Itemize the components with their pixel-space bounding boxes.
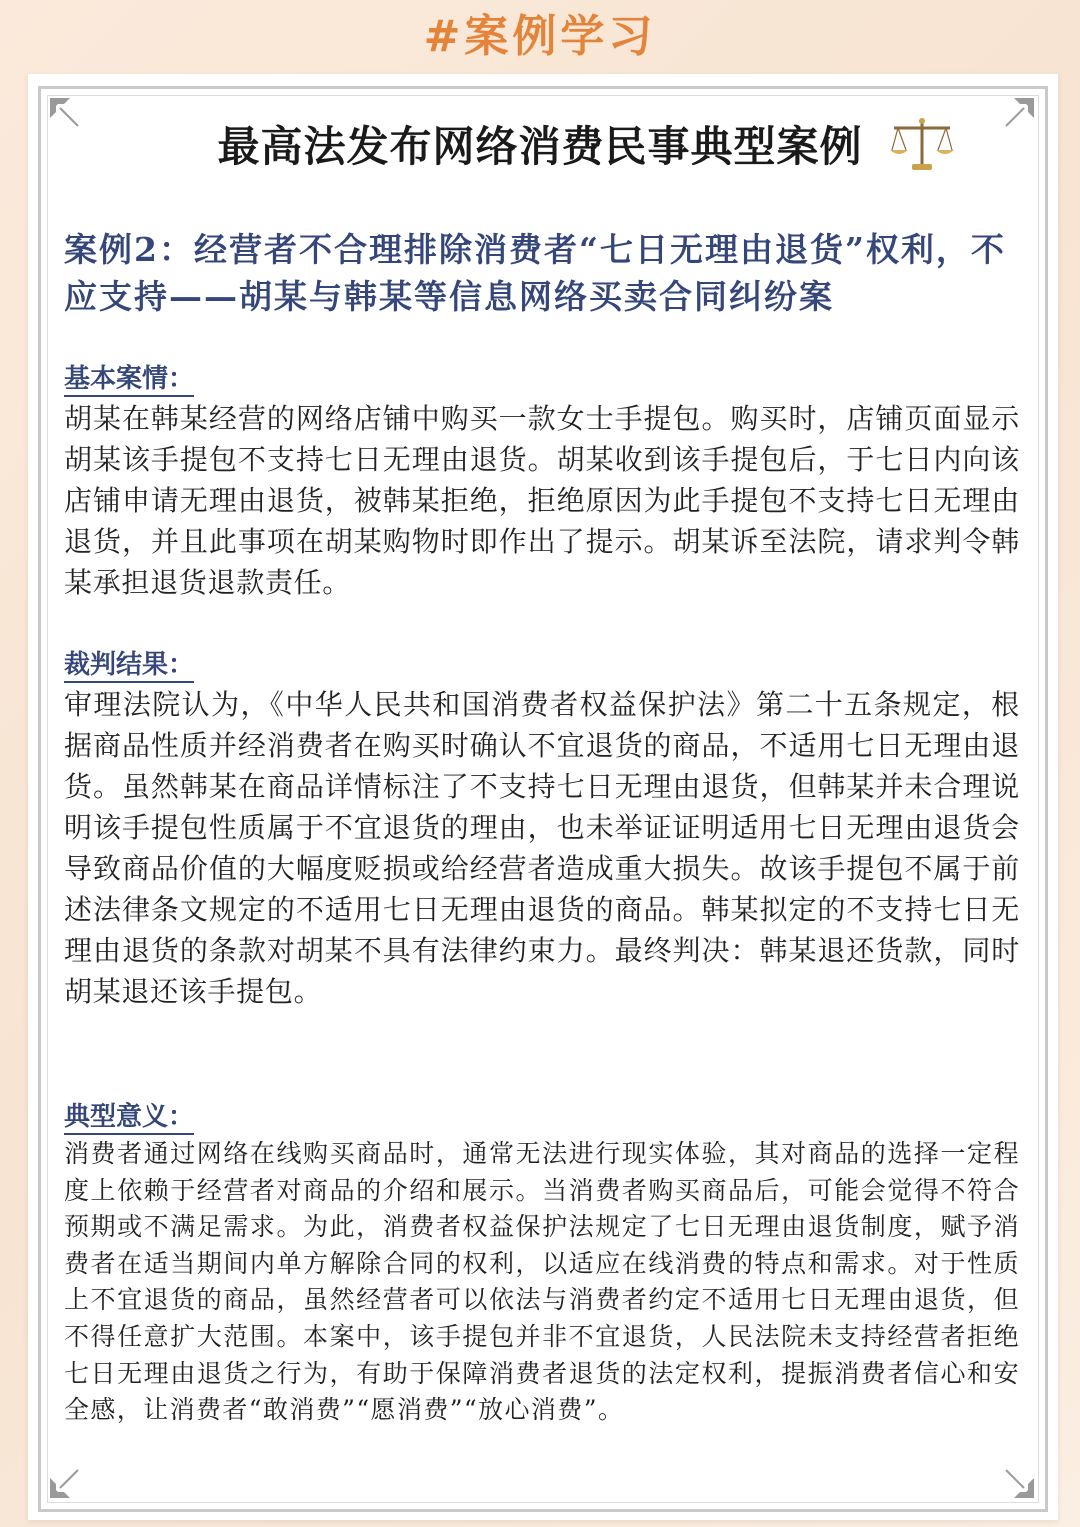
- section-heading-judgment: 裁判结果：: [64, 648, 214, 682]
- section-heading-significance: 典型意义：: [64, 1100, 214, 1134]
- section-heading-basic-facts: 基本案情：: [64, 362, 214, 396]
- section-text-basic-facts: 胡某在韩某经营的网络店铺中购买一款女士手提包。购买时，店铺页面显示胡某该手提包不支持七日无理由退货。胡某收到该手提包后，于七日内向该店铺申请无理由退货，被韩某拒绝，拒绝原因为此手提包不支持七日无理由退货，并且此事项在胡某购物时即作出了提示。胡某诉至法院，请求判令韩某承担退货退款责任。: [64, 402, 1020, 599]
- page-title: 最高法发布网络消费民事典型案例: [217, 122, 863, 171]
- hashtag-title: #案例学习: [423, 11, 657, 62]
- corner-ornament-icon: [1002, 1466, 1036, 1500]
- corner-ornament-icon: [48, 1466, 82, 1500]
- scales-of-justice-icon: [888, 116, 956, 174]
- case-title: 案例2：经营者不合理排除消费者“七日无理由退货”权利，不应支持——胡某与韩某等信息网络买卖合同纠纷案: [64, 230, 1006, 316]
- section-text-significance: 消费者通过网络在线购买商品时，通常无法进行现实体验，其对商品的选择一定程度上依赖于经营者对商品的介绍和展示。当消费者购买商品后，可能会觉得不符合预期或不满足需求。为此，消费者权益保护法规定了七日无理由退货制度，赋予消费者在适当期间内单方解除合同的权利，以适应在线消费的特点和需求。对于性质上不宜退货的商品，虽然经营者可以依法与消费者约定不适用七日无理由退货，但不得任意扩大范围。本案中，该手提包并非不宜退货，人民法院未支持经营者拒绝七日无理由退货之行为，有助于保障消费者退货的法定权利，提振消费者信心和安全感，让消费者“敢消费”“愿消费”“放心消费”。: [64, 1139, 1020, 1425]
- section-text-judgment: 审理法院认为，《中华人民共和国消费者权益保护法》第二十五条规定，根据商品性质并经消费者在购买时确认不宜退货的商品，不适用七日无理由退货。虽然韩某在商品详情标注了不支持七日无理由退货，但韩某并未合理说明该手提包性质属于不宜退货的理由，也未举证证明适用七日无理由退货会导致商品价值的大幅度贬损或给经营者造成重大损失。故该手提包不属于前述法律条文规定的不适用七日无理由退货的商品。韩某拟定的不支持七日无理由退货的条款对胡某不具有法律约束力。最终判决：韩某退还货款，同时胡某退还该手提包。: [64, 688, 1020, 1008]
